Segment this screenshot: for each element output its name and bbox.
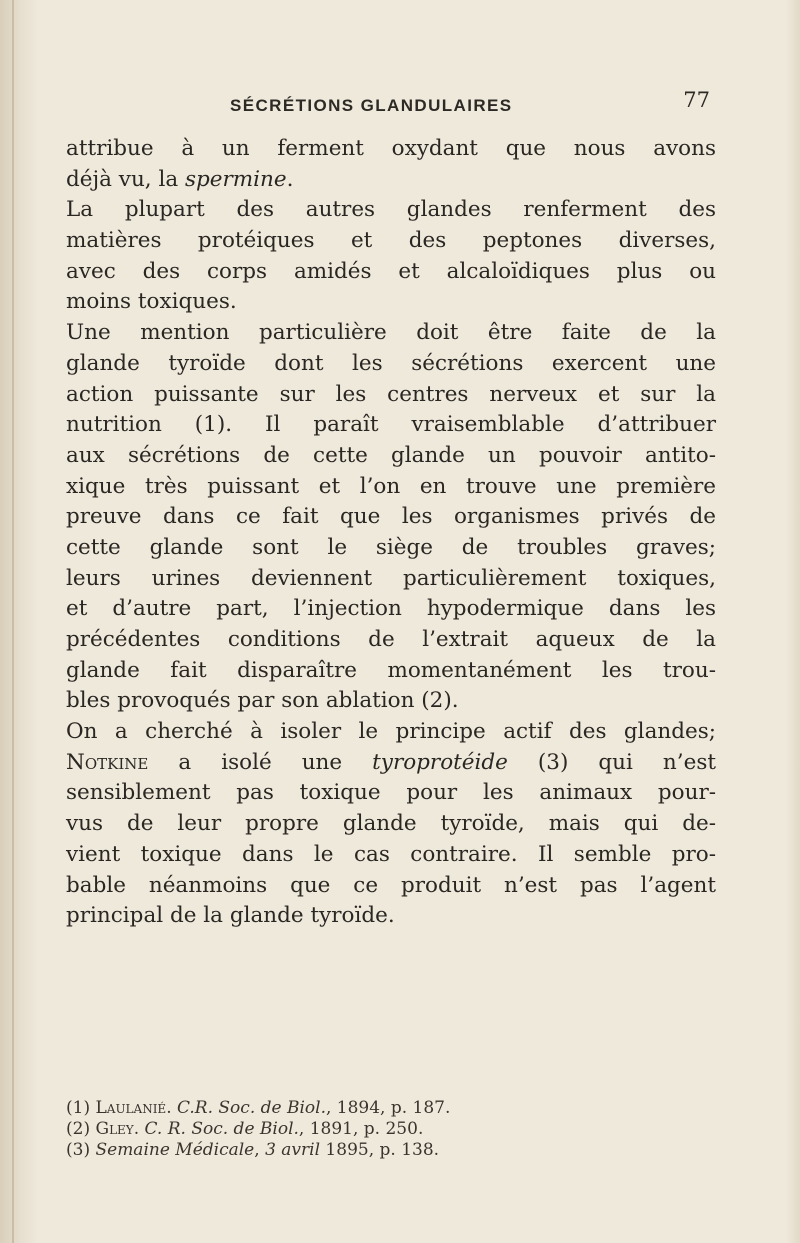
footnote: (3) Semaine Médicale, 3 avril 1895, p. 138. xyxy=(66,1140,440,1160)
page-binding-shadow xyxy=(0,0,38,1243)
italic-term: 3 avril xyxy=(265,1140,321,1160)
text-line: moins toxiques. xyxy=(66,289,237,315)
footnote: (2) Gley. C. R. Soc. de Biol., 1891, p. 250. xyxy=(66,1119,424,1139)
footnotes xyxy=(66,1098,716,1161)
italic-term: C.R. Soc. de Biol. xyxy=(177,1098,326,1118)
text-line: et d’autre part, l’injection hypodermique dans les xyxy=(66,596,716,622)
text-line: action puissante sur les centres nerveux et sur la xyxy=(66,381,716,407)
text-line: Notkine a isolé une tyroprotéide (3) qui n’est xyxy=(66,749,716,775)
text-line: bable néanmoins que ce produit n’est pas l’agent xyxy=(66,872,716,898)
text-line: précédentes conditions de l’extrait aqueux de la xyxy=(66,627,716,652)
italic-term: tyroprotéide xyxy=(372,749,508,775)
text-line: La plupart des autres glandes renferment des xyxy=(66,197,716,223)
text-line: nutrition (1). Il paraît vraisemblable d’attribuer xyxy=(66,412,716,438)
italic-term: Semaine Médicale xyxy=(95,1140,255,1160)
italic-term: C. R. Soc. de Biol. xyxy=(144,1119,299,1139)
text-line: aux sécrétions de cette glande un pouvoir antito- xyxy=(66,442,716,468)
text-line: avec des corps amidés et alcaloïdiques plus ou xyxy=(66,258,716,284)
text-segment: déjà vu, la spermine. xyxy=(66,166,294,192)
text-line: Une mention particulière doit être faite de la xyxy=(66,320,716,346)
text-line: leurs urines deviennent particulièrement toxiques, xyxy=(66,565,716,591)
text-line: preuve dans ce fait que les organismes privés de xyxy=(66,504,716,530)
text-line: glande tyroïde dont les sécrétions exercent une xyxy=(66,350,716,376)
author-name: Laulanié xyxy=(95,1098,167,1118)
author-name: Notkine xyxy=(66,749,149,775)
binding-fold-line xyxy=(12,0,14,1243)
text-line: principal de la glande tyroïde. xyxy=(66,903,395,929)
text-line: glande fait disparaître momentanément les trou- xyxy=(66,657,716,683)
text-line: vient toxique dans le cas contraire. Il semble pro- xyxy=(66,841,716,867)
text-line: On a cherché à isoler le principe actif des glandes; xyxy=(66,719,716,745)
text-line xyxy=(66,165,716,196)
italic-term: spermine xyxy=(185,166,287,192)
footnote: (1) Laulanié. C.R. Soc. de Biol., 1894, p. 187. xyxy=(66,1098,451,1118)
text-line: attribue à un ferment oxydant que nous avons xyxy=(66,136,716,161)
running-head: SÉCRÉTIONS GLANDULAIRES xyxy=(230,96,513,115)
text-line: sensiblement pas toxique pour les animaux pour- xyxy=(66,780,716,806)
text-line: cette glande sont le siège de troubles graves; xyxy=(66,534,716,560)
page-header xyxy=(66,88,710,124)
text-line: matières protéiques et des peptones diverses, xyxy=(66,228,716,254)
text-line: bles provoqués par son ablation (2). xyxy=(66,688,459,714)
text-line: xique très puissant et l’on en trouve une première xyxy=(66,473,716,499)
page-number: 77 xyxy=(683,88,710,112)
page-right-edge xyxy=(786,0,800,1243)
body-text xyxy=(66,134,716,932)
author-name: Gley xyxy=(95,1119,134,1139)
text-line: vus de leur propre glande tyroïde, mais qui de- xyxy=(66,811,716,837)
